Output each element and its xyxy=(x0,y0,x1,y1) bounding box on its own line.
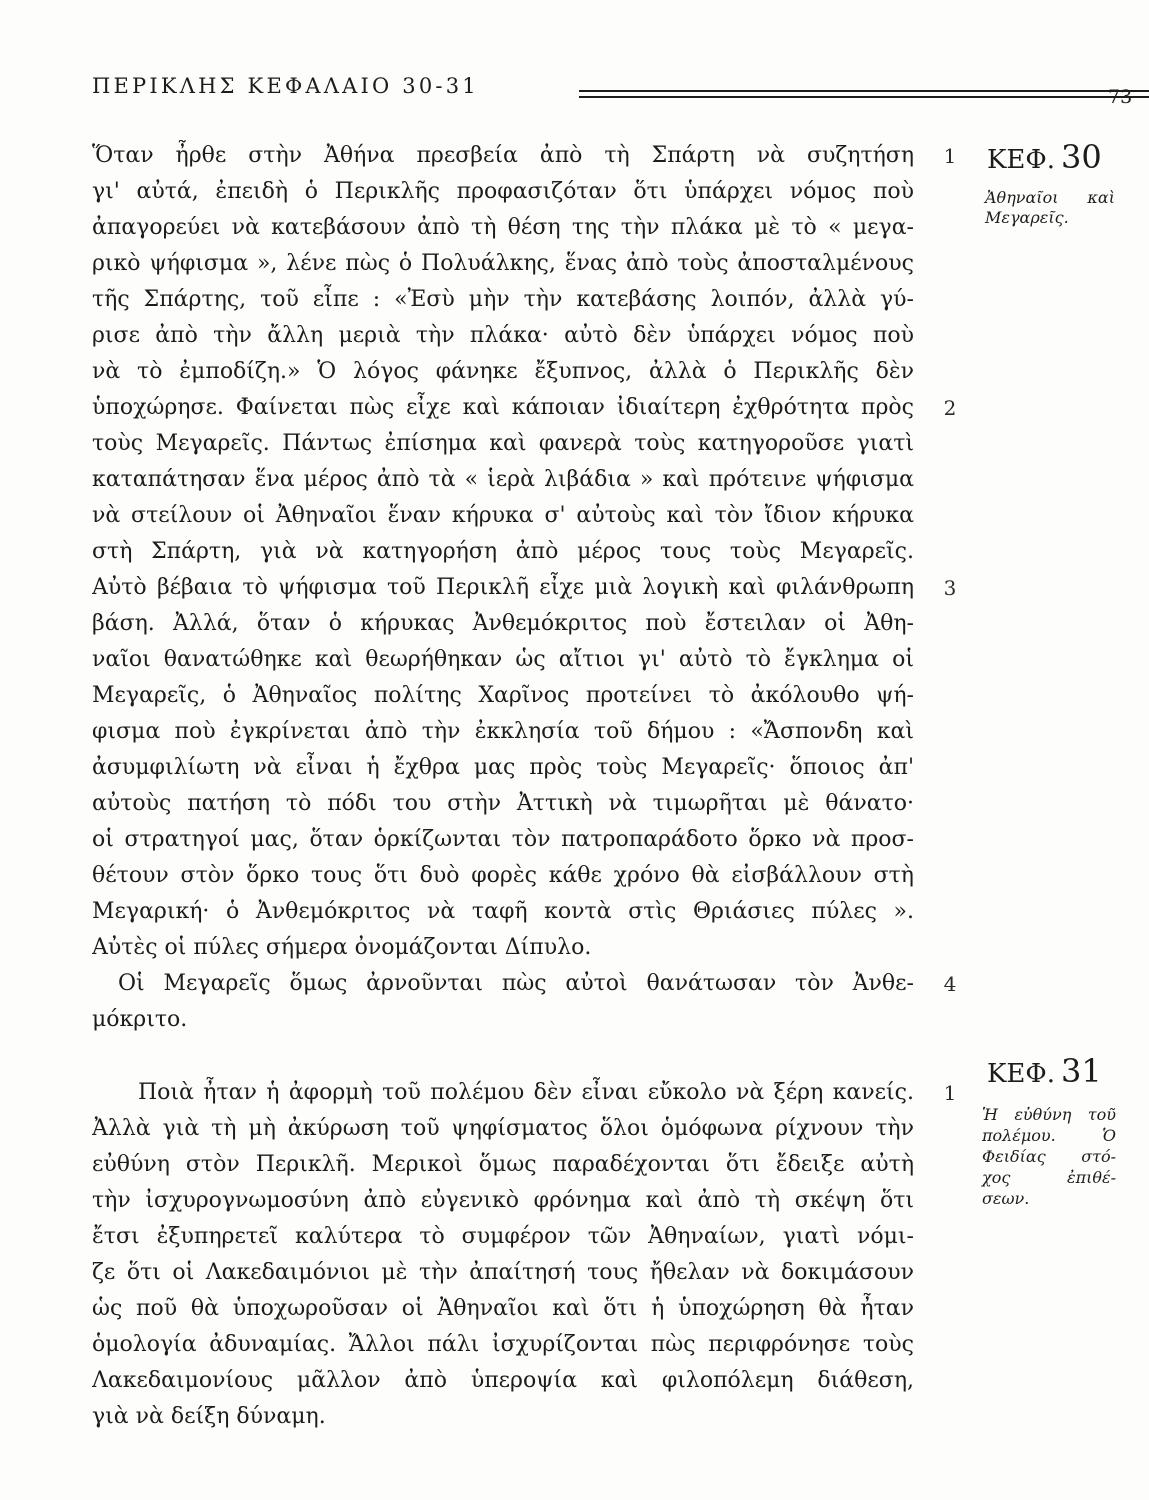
chapter-heading xyxy=(987,1052,1102,1090)
margin-note xyxy=(982,1104,1116,1209)
text-line: ρικὸ ψήφισμα », λένε πὼς ὁ Πολυάλκης, ἕνας ἀπὸ τοὺς ἀποσταλμένους xyxy=(92,251,914,276)
header-rule xyxy=(579,90,1149,92)
text-line: νὰ στείλουν οἱ Ἀθηναῖοι ἕναν κήρυκα σ' αὐτοὺς καὶ τὸν ἴδιον κήρυκα xyxy=(92,503,914,528)
page-number: 73 xyxy=(1108,86,1133,108)
text-line: γι' αὐτά, ἐπειδὴ ὁ Περικλῆς προφασιζόταν ὅτι ὑπάρχει νόμος ποὺ xyxy=(92,179,914,204)
text-line: οἱ στρατηγοί μας, ὅταν ὁρκίζωνται τὸν πατροπαράδοτο ὅρκο νὰ προσ- xyxy=(92,827,914,852)
margin-note-line: Ἡ εὐθύνη τοῦ xyxy=(982,1105,1116,1124)
text-line: ναῖοι θανατώθηκε καὶ θεωρήθηκαν ὡς αἴτιοι γι' αὐτὸ τὸ ἔγκλημα οἱ xyxy=(92,647,914,672)
text-line: ζε ὅτι οἱ Λακεδαιμόνιοι μὲ τὴν ἀπαίτησή τους ἤθελαν νὰ δοκιμάσουν xyxy=(92,1260,914,1285)
line-marker: 3 xyxy=(943,576,957,600)
text-line: Ὅταν ἦρθε στὴν Ἀθήνα πρεσβεία ἀπὸ τὴ Σπάρτη νὰ συζητήση xyxy=(92,143,914,168)
margin-note-line: Φειδίας στό- xyxy=(982,1147,1116,1166)
text-line: εὐθύνη στὸν Περικλῆ. Μερικοὶ ὅμως παραδέχονται ὅτι ἔδειξε αὐτὴ xyxy=(92,1152,914,1177)
text-line: γιὰ νὰ δείξη δύναμη. xyxy=(92,1404,326,1429)
text-line: ὁμολογία ἀδυναμίας. Ἄλλοι πάλι ἰσχυρίζονται πὼς περιφρόνησε τοὺς xyxy=(92,1332,914,1357)
text-line: στὴ Σπάρτη, γιὰ νὰ κατηγορήση ἀπὸ μέρος τους τοὺς Μεγαρεῖς. xyxy=(92,539,914,564)
text-line: Λακεδαιμονίους μᾶλλον ἀπὸ ὑπεροψία καὶ φιλοπόλεμη διάθεση, xyxy=(92,1368,914,1393)
text-line: τοὺς Μεγαρεῖς. Πάντως ἐπίσημα καὶ φανερὰ τοὺς κατηγοροῦσε γιατὶ xyxy=(92,431,914,456)
margin-note-line: σεων. xyxy=(982,1189,1030,1208)
text-line: καταπάτησαν ἕνα μέρος ἀπὸ τὰ « ἱερὰ λιβάδια » καὶ πρότεινε ψήφισμα xyxy=(92,467,914,492)
chapter-number: 31 xyxy=(1060,1052,1102,1090)
margin-note-line: Ἀθηναῖοι καὶ xyxy=(985,188,1115,207)
line-marker: 1 xyxy=(943,144,957,168)
text-line: νὰ τὸ ἐμποδίζη.» Ὁ λόγος φάνηκε ἔξυπνος, ἀλλὰ ὁ Περικλῆς δὲν xyxy=(92,359,914,384)
text-line: ὡς ποῦ θὰ ὑποχωροῦσαν οἱ Ἀθηναῖοι καὶ ὅτι ἡ ὑποχώρηση θὰ ἦταν xyxy=(92,1296,914,1321)
text-line: τὴν ἰσχυρογνωμοσύνη ἀπὸ εὐγενικὸ φρόνημα καὶ ἀπὸ τὴ σκέψη ὅτι xyxy=(92,1188,914,1213)
text-line: Ἀλλὰ γιὰ τὴ μὴ ἀκύρωση τοῦ ψηφίσματος ὅλοι ὁμόφωνα ρίχνουν τὴν xyxy=(92,1116,914,1141)
text-line: ἀσυμφιλίωτη νὰ εἶναι ἡ ἔχθρα μας πρὸς τοὺς Μεγαρεῖς· ὅποιος ἀπ' xyxy=(92,755,914,780)
text-line: Αὐτὸ βέβαια τὸ ψήφισμα τοῦ Περικλῆ εἶχε μιὰ λογικὴ καὶ φιλάνθρωπη xyxy=(92,575,914,600)
chapter-label: ΚΕΦ. xyxy=(987,1059,1055,1089)
text-line: Μεγαρεῖς, ὁ Ἀθηναῖος πολίτης Χαρῖνος προτείνει τὸ ἀκόλουθο ψή- xyxy=(92,683,914,708)
line-marker: 1 xyxy=(943,1081,957,1105)
text-line: αὐτοὺς πατήση τὸ πόδι του στὴν Ἀττικὴ νὰ τιμωρῆται μὲ θάνατο· xyxy=(92,791,914,816)
text-line: Οἱ Μεγαρεῖς ὅμως ἀρνοῦνται πὼς αὐτοὶ θανάτωσαν τὸν Ἀνθε- xyxy=(118,971,914,996)
chapter-heading xyxy=(987,138,1102,176)
header-rule xyxy=(579,96,1149,98)
text-line: μόκριτο. xyxy=(92,1007,188,1032)
text-line: Ποιὰ ἦταν ἡ ἀφορμὴ τοῦ πολέμου δὲν εἶναι εὔκολο νὰ ξέρη κανείς. xyxy=(138,1080,914,1105)
margin-note xyxy=(985,188,1115,228)
chapter-label: ΚΕΦ. xyxy=(987,145,1055,175)
text-line: βάση. Ἀλλά, ὅταν ὁ κήρυκας Ἀνθεμόκριτος ποὺ ἔστειλαν οἱ Ἀθη- xyxy=(92,611,914,636)
running-title: ΠΕΡΙΚΛΗΣ ΚΕΦΑΛΑΙΟ 30-31 xyxy=(92,74,479,98)
margin-note-line: πολέμου. Ὁ xyxy=(982,1126,1116,1145)
line-marker: 4 xyxy=(943,972,957,996)
chapter-number: 30 xyxy=(1060,138,1102,176)
line-marker: 2 xyxy=(943,396,957,420)
text-line: Μεγαρική· ὁ Ἀνθεμόκριτος νὰ ταφῆ κοντὰ στὶς Θριάσιες πύλες ». xyxy=(92,899,914,924)
text-line: τῆς Σπάρτης, τοῦ εἶπε : «Ἐσὺ μὴν τὴν κατεβάσης λοιπόν, ἀλλὰ γύ- xyxy=(92,287,914,312)
running-header xyxy=(92,72,1132,106)
text-line: θέτουν στὸν ὅρκο τους ὅτι δυὸ φορὲς κάθε χρόνο θὰ εἰσβάλλουν στὴ xyxy=(92,863,914,888)
text-line: Αὐτὲς οἱ πύλες σήμερα ὀνομάζονται Δίπυλο. xyxy=(92,935,592,960)
text-line: ἔτσι ἐξυπηρετεῖ καλύτερα τὸ συμφέρον τῶν Ἀθηναίων, γιατὶ νόμι- xyxy=(92,1224,914,1249)
text-line: ἀπαγορεύει νὰ κατεβάσουν ἀπὸ τὴ θέση της τὴν πλάκα μὲ τὸ « μεγα- xyxy=(92,215,914,240)
text-line: φισμα ποὺ ἐγκρίνεται ἀπὸ τὴν ἐκκλησία τοῦ δήμου : «Ἄσπονδη καὶ xyxy=(92,719,914,744)
text-line: ρισε ἀπὸ τὴν ἄλλη μεριὰ τὴν πλάκα· αὐτὸ δὲν ὑπάρχει νόμος ποὺ xyxy=(92,323,914,348)
text-line: ὑποχώρησε. Φαίνεται πὼς εἶχε καὶ κάποιαν ἰδιαίτερη ἐχθρότητα πρὸς xyxy=(92,395,914,420)
margin-note-line: χος ἐπιθέ- xyxy=(982,1168,1116,1187)
margin-note-line: Μεγαρεῖς. xyxy=(985,208,1069,227)
